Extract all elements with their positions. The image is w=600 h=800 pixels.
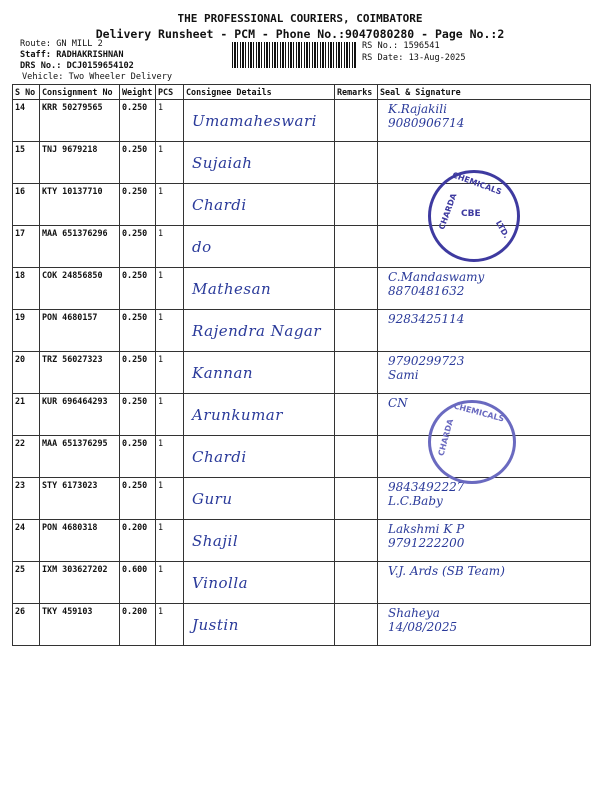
consignee-handwritten-name: Mathesan	[192, 280, 272, 298]
row-consignment-no: IXM 303627202	[40, 562, 120, 604]
col-remarks: Remarks	[335, 85, 378, 100]
row-seal-signature	[378, 520, 591, 562]
table-row	[13, 562, 591, 604]
row-remarks	[335, 100, 378, 142]
signature-line-2: CN	[388, 396, 408, 410]
company-seal-stamp	[428, 170, 520, 262]
row-consignee	[184, 394, 335, 436]
signature-line-1: Lakshmi K P	[388, 522, 465, 536]
consignee-handwritten-name: Vinolla	[192, 574, 249, 592]
signature-line-2: 9791222200	[388, 536, 465, 550]
row-pcs: 1	[156, 310, 184, 352]
row-sno: 26	[13, 604, 40, 646]
row-weight: 0.250	[120, 226, 156, 268]
row-pcs: 1	[156, 478, 184, 520]
row-sno: 21	[13, 394, 40, 436]
row-remarks	[335, 394, 378, 436]
row-seal-signature	[378, 310, 591, 352]
row-consignee	[184, 100, 335, 142]
rs-date-value: 13-Aug-2025	[408, 53, 466, 63]
row-remarks	[335, 436, 378, 478]
stamp-top-text: CHEMICALS	[451, 170, 503, 197]
table-row	[13, 520, 591, 562]
row-weight: 0.250	[120, 436, 156, 478]
row-consignment-no: TRZ 56027323	[40, 352, 120, 394]
row-consignee	[184, 604, 335, 646]
consignee-handwritten-name: Rajendra Nagar	[192, 322, 322, 340]
row-remarks	[335, 562, 378, 604]
signature-line-2: Sami	[388, 368, 419, 382]
consignee-handwritten-name: Umamaheswari	[192, 112, 317, 130]
row-weight: 0.250	[120, 100, 156, 142]
row-consignee	[184, 310, 335, 352]
row-consignee	[184, 478, 335, 520]
row-sno: 19	[13, 310, 40, 352]
table-header-row	[13, 85, 591, 100]
drs-value: DCJ0159654102	[66, 61, 134, 71]
consignee-handwritten-name: Chardi	[192, 196, 247, 214]
signature-line-2: 9080906714	[388, 116, 465, 130]
row-pcs: 1	[156, 562, 184, 604]
table-row	[13, 604, 591, 646]
consignee-handwritten-name: Arunkumar	[192, 406, 283, 424]
row-seal-signature	[378, 268, 591, 310]
row-sno: 15	[13, 142, 40, 184]
row-sno: 25	[13, 562, 40, 604]
row-sno: 18	[13, 268, 40, 310]
consignee-handwritten-name: Chardi	[192, 448, 247, 466]
staff-line: Staff: RADHAKRISHNAN	[20, 50, 124, 60]
stamp-left-text: CHARDA	[437, 192, 459, 231]
row-remarks	[335, 184, 378, 226]
company-title: THE PROFESSIONAL COURIERS, COIMBATORE	[177, 12, 423, 25]
signature-line-2: 14/08/2025	[388, 620, 458, 634]
table-row	[13, 310, 591, 352]
stamp-center-text: CBE	[461, 209, 481, 219]
table-row	[13, 478, 591, 520]
row-sno: 14	[13, 100, 40, 142]
route-value: GN MILL 2	[56, 39, 103, 49]
row-consignee	[184, 436, 335, 478]
row-consignee	[184, 562, 335, 604]
table-row	[13, 100, 591, 142]
row-weight: 0.250	[120, 478, 156, 520]
row-weight: 0.250	[120, 268, 156, 310]
row-seal-signature	[378, 562, 591, 604]
row-remarks	[335, 520, 378, 562]
row-consignment-no: STY 6173023	[40, 478, 120, 520]
consignee-handwritten-name: Justin	[192, 616, 239, 634]
row-consignee	[184, 352, 335, 394]
row-seal-signature	[378, 100, 591, 142]
signature-line-1: 9790299723	[388, 354, 465, 368]
row-pcs: 1	[156, 268, 184, 310]
drs-line: DRS No.: DCJ0159654102	[20, 61, 134, 71]
consignee-handwritten-name: Guru	[192, 490, 233, 508]
col-consignment: Consignment No	[40, 85, 120, 100]
signature-line-1: C.Mandaswamy	[388, 270, 485, 284]
row-seal-signature	[378, 352, 591, 394]
row-weight: 0.250	[120, 310, 156, 352]
row-weight: 0.250	[120, 184, 156, 226]
row-consignment-no: MAA 651376295	[40, 436, 120, 478]
row-consignment-no: COK 24856850	[40, 268, 120, 310]
stamp2-top-text: CHEMICALS	[452, 401, 506, 424]
staff-value: RADHAKRISHNAN	[56, 50, 124, 60]
row-remarks	[335, 142, 378, 184]
table-row	[13, 268, 591, 310]
row-consignment-no: MAA 651376296	[40, 226, 120, 268]
vehicle-line: Vehicle: Two Wheeler Delivery	[22, 72, 173, 82]
barcode	[232, 42, 356, 68]
row-consignee	[184, 268, 335, 310]
row-remarks	[335, 268, 378, 310]
signature-line-1: Shaheya	[388, 606, 440, 620]
col-pcs: PCS	[156, 85, 184, 100]
consignee-handwritten-name: Sujaiah	[192, 154, 253, 172]
col-sno: S No	[13, 85, 40, 100]
runsheet-subtitle: Delivery Runsheet - PCM - Phone No.:9047080280 - Page No.:2	[95, 27, 505, 41]
row-consignee	[184, 520, 335, 562]
col-seal-signature: Seal & Signature	[378, 85, 591, 100]
rs-no-line: RS No.: 1596541	[362, 41, 440, 51]
row-pcs: 1	[156, 436, 184, 478]
consignee-handwritten-name: Shajil	[192, 532, 239, 550]
signature-line-1: V.J. Ards (SB Team)	[388, 564, 505, 578]
signature-line-1: 9843492227	[388, 480, 465, 494]
signature-line-2: 8870481632	[388, 284, 465, 298]
row-pcs: 1	[156, 142, 184, 184]
vehicle-value: Two Wheeler Delivery	[68, 72, 173, 82]
row-consignment-no: TNJ 9679218	[40, 142, 120, 184]
runsheet-table	[12, 84, 591, 646]
row-pcs: 1	[156, 604, 184, 646]
row-pcs: 1	[156, 520, 184, 562]
row-pcs: 1	[156, 100, 184, 142]
consignee-handwritten-name: Kannan	[192, 364, 254, 382]
row-remarks	[335, 310, 378, 352]
row-consignee	[184, 142, 335, 184]
signature-line-1: K.Rajakili	[388, 102, 447, 116]
row-weight: 0.250	[120, 394, 156, 436]
row-pcs: 1	[156, 394, 184, 436]
row-sno: 23	[13, 478, 40, 520]
table-row	[13, 352, 591, 394]
rs-no-value: 1596541	[403, 41, 440, 51]
row-seal-signature	[378, 478, 591, 520]
row-remarks	[335, 226, 378, 268]
row-seal-signature	[378, 604, 591, 646]
row-weight: 0.200	[120, 604, 156, 646]
row-consignment-no: PON 4680318	[40, 520, 120, 562]
row-consignment-no: KRR 50279565	[40, 100, 120, 142]
signature-line-2: 9283425114	[388, 312, 465, 326]
row-consignee	[184, 226, 335, 268]
row-consignment-no: KTY 10137710	[40, 184, 120, 226]
row-sno: 24	[13, 520, 40, 562]
row-consignment-no: PON 4680157	[40, 310, 120, 352]
stamp-bottom-text: LTD.	[493, 219, 512, 240]
row-pcs: 1	[156, 184, 184, 226]
signature-line-2: L.C.Baby	[388, 494, 443, 508]
row-weight: 0.250	[120, 352, 156, 394]
route-line: Route: GN MILL 2	[20, 39, 103, 49]
row-remarks	[335, 352, 378, 394]
col-consignee: Consignee Details	[184, 85, 335, 100]
rs-date-line: RS Date: 13-Aug-2025	[362, 53, 466, 63]
row-weight: 0.600	[120, 562, 156, 604]
stamp2-left-text: CHARDA	[436, 418, 456, 457]
row-sno: 17	[13, 226, 40, 268]
row-weight: 0.250	[120, 142, 156, 184]
row-weight: 0.200	[120, 520, 156, 562]
row-pcs: 1	[156, 226, 184, 268]
row-sno: 20	[13, 352, 40, 394]
row-remarks	[335, 478, 378, 520]
row-sno: 22	[13, 436, 40, 478]
row-remarks	[335, 604, 378, 646]
consignee-handwritten-name: do	[192, 238, 212, 256]
table-row	[13, 142, 591, 184]
row-pcs: 1	[156, 352, 184, 394]
row-sno: 16	[13, 184, 40, 226]
company-seal-stamp-2	[428, 400, 516, 484]
row-consignment-no: KUR 696464293	[40, 394, 120, 436]
row-consignee	[184, 184, 335, 226]
row-consignment-no: TKY 459103	[40, 604, 120, 646]
col-weight: Weight	[120, 85, 156, 100]
